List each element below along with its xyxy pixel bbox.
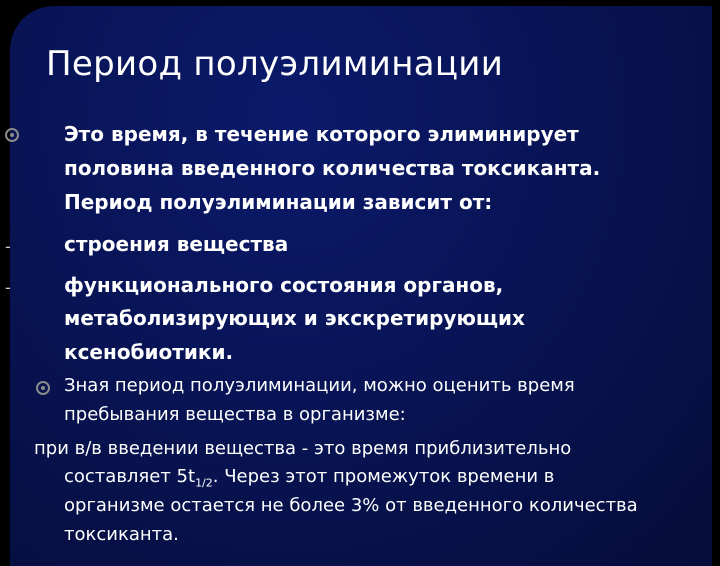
dash-bullet-icon: - (5, 278, 11, 297)
para1-line1: Это время, в течение которого элиминирует (64, 122, 579, 146)
dash-item-organs-line3: ксенобиотики. (64, 340, 234, 364)
circle-bullet-icon (36, 381, 50, 395)
para3-line2: составляет $5t_{1/2}$. Через этот промежуток времени в (64, 466, 555, 490)
para3-line4: токсиканта. (64, 524, 179, 545)
dash-item-structure: строения вещества (64, 232, 289, 256)
para1-line2: половина введенного количества токсиканта. (64, 156, 601, 180)
para2-line1: Зная период полуэлиминации, можно оценить время (64, 375, 575, 396)
para1-line3: Период полуэлиминации зависит от: (64, 190, 493, 214)
dash-bullet-icon: - (5, 237, 11, 256)
circle-bullet-icon (5, 128, 19, 142)
dash-item-organs-line1: функционального состояния органов, (64, 273, 504, 297)
slide-title: Период полуэлиминации (46, 44, 504, 84)
para3-line1: при в/в введении вещества - это время приблизительно (34, 438, 572, 459)
para2-line2: пребывания вещества в организме: (64, 404, 406, 425)
para3-line3: организме остается не более 3% от введенного количества (64, 495, 638, 516)
dash-item-organs-line2: метаболизирующих и экскретирующих (64, 306, 525, 330)
